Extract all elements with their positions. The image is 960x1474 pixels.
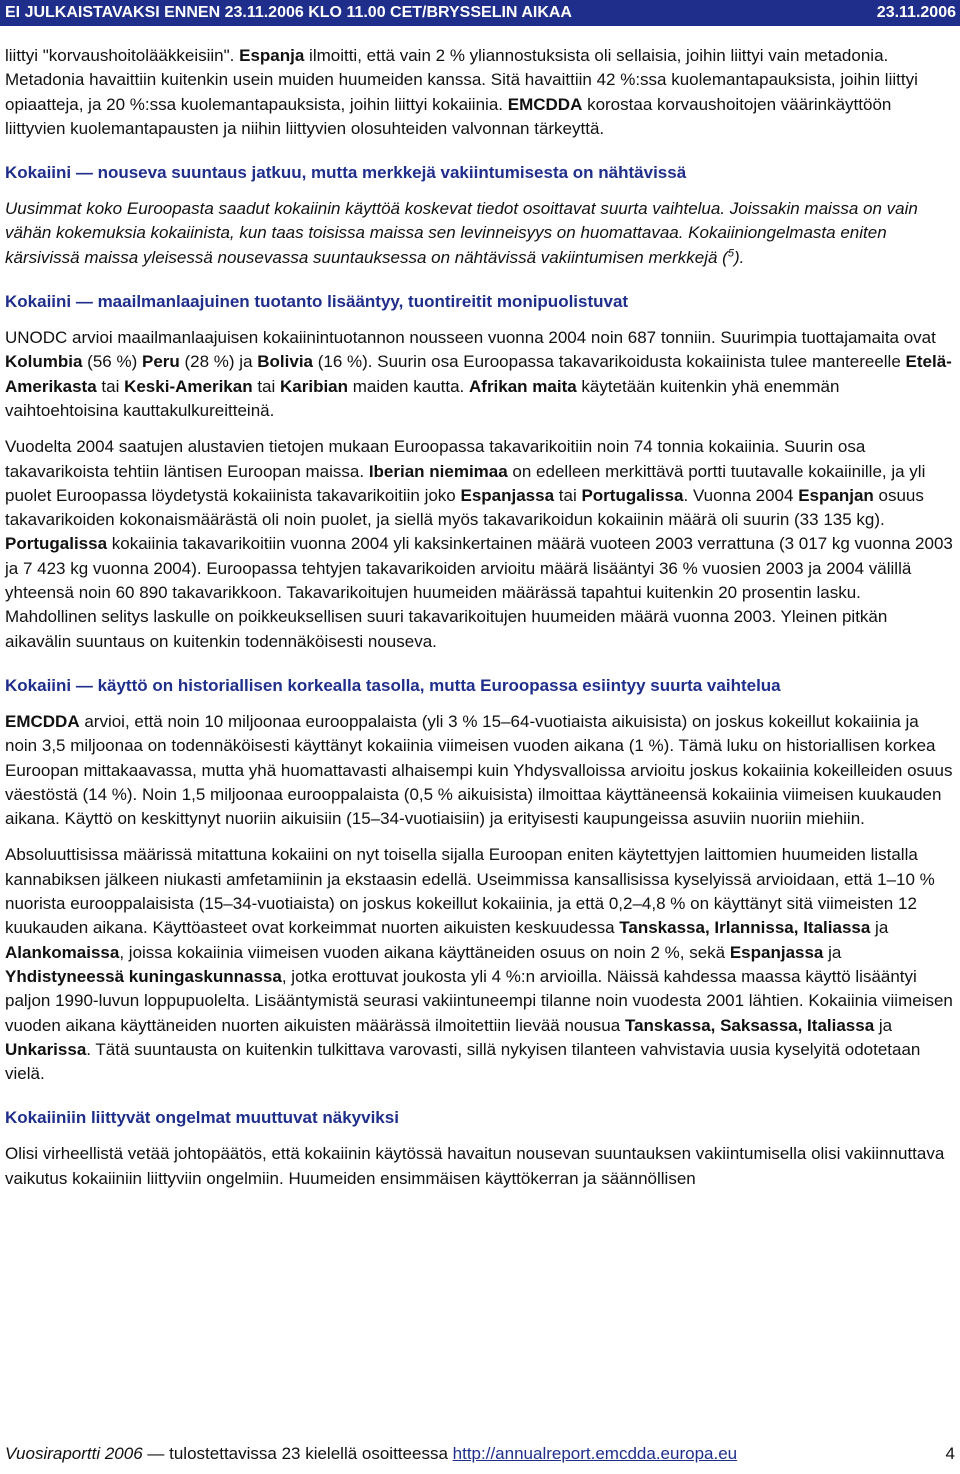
bold-term: Afrikan maita — [469, 376, 577, 396]
section-italic-summary — [5, 197, 955, 270]
intro-paragraph — [5, 44, 955, 141]
bold-term: Bolivia — [257, 352, 314, 372]
bold-term: Portugalissa — [5, 534, 108, 554]
bold-term: Alankomaissa — [5, 942, 120, 962]
problems-paragraph — [5, 1142, 955, 1191]
seizures-paragraph — [5, 435, 955, 654]
bold-term: Iberian niemimaa — [368, 461, 508, 481]
text-run: (56 %) — [82, 352, 142, 372]
text-run: korostaa korvaushoitojen väärinkäyttöön liittyvien kuolemantapausten ja niihin liittyvien olosuhteiden valvonnan tärkeyttä. — [5, 94, 892, 138]
bold-term: Tanskassa, Irlannissa, Italiassa — [619, 918, 871, 938]
footnote-marker: 5 — [727, 247, 734, 260]
bold-term: Keski-Amerikan — [124, 376, 253, 396]
page-number: 4 — [945, 1444, 955, 1463]
italic-summary-close: ). — [733, 247, 745, 267]
section-heading-production: Kokaiini — maailmanlaajuinen tuotanto lisääntyy, tuontireitit monipuolistuvat — [5, 292, 629, 312]
text-run: ilmoitti, että vain 2 % yliannostuksista oli sellaisia, joihin liittyi vain metadonia. Metadonia havaittiin kuitenkin usein muiden huumeiden kanssa. Sitä havaittiin 42 %:ssa kuolemantapauksista, joihin liittyi opiaatteja, ja 20 %:ssa kuolemantapauksista, joihin liittyi kokaiinia. — [5, 46, 918, 114]
text-run: , joissa kokaiinia viimeisen vuoden aikana käyttäneiden osuus on noin 2 %, sekä — [119, 942, 730, 962]
bold-term: Espanja — [239, 46, 305, 65]
footer-link[interactable]: http://annualreport.emcdda.europa.eu — [452, 1444, 738, 1463]
use-estimate-paragraph — [5, 710, 955, 831]
text-run: maiden kautta. — [348, 376, 469, 396]
section-heading-cocaine-trend: Kokaiini — nouseva suuntaus jatkuu, mutta merkkejä vakiintumisesta on nähtävissä — [5, 163, 687, 183]
embargo-banner — [0, 0, 960, 26]
bold-term: Peru — [141, 352, 180, 372]
text-run: (28 %) ja — [179, 352, 258, 372]
text-run: Absoluuttisissa määrissä mitattuna kokaiini on nyt toisella sijalla Euroopan eniten käytettyjen laittomien huumeiden listalla kannabiksen jälkeen niukasti amfetamiinin ja ekstaasin edellä. Useimmissa kansallisissa kyselyissä arvioidaan, että 1–10 % nuorista eurooppalaisista (15–34-vuotiaista) on joskus kokeillut kokaiinia, ja että 0,2–4,8 % on käyttänyt sitä viimeisten 12 kuukauden aikana. Käyttöasteet ovat korkeimmat nuorten aikuisten keskuudessa — [5, 845, 935, 938]
text-run: on edelleen merkittävä portti tuutavalle kokaiinille, ja yli puolet Euroopassa löydetystä kokaiinista takavarikoitiin joko — [5, 461, 926, 505]
bold-term: Espanjassa — [729, 942, 824, 962]
bold-term: Kolumbia — [5, 352, 83, 372]
text-run: tai — [252, 376, 280, 396]
text-run: UNODC arvioi maailmanlaajuisen kokaiinintuotannon nousseen vuonna 2004 noin 687 tonniin. Suurimpia tuottajamaita ovat — [5, 328, 936, 348]
italic-summary-text: Uusimmat koko Euroopasta saadut kokaiinin käyttöä koskevat tiedot osoittavat suurta vaihtelua. Joissakin maissa on vain vähän kokemuksia kokaiinista, kun taas toisissa maissa sen levinneisyys on huomattavaa. Kokaiiniongelmasta eniten kärsivissä maissa yleisessä nousevassa suuntauksessa on nähtävissä vakiintumisen merkkejä ( — [5, 199, 918, 267]
bold-term: Etelä-Amerikasta — [5, 352, 952, 396]
text-run: ja — [874, 1015, 893, 1035]
production-paragraph — [5, 326, 955, 423]
text-run: tai — [554, 485, 582, 505]
embargo-notice: EI JULKAISTAVAKSI ENNEN 23.11.2006 KLO 11.00 CET/BRYSSELIN AIKAA — [5, 4, 572, 21]
footer-report-title: Vuosiraportti 2006 — [5, 1444, 143, 1463]
text-run: arvioi, että noin 10 miljoonaa eurooppalaista (yli 3 % 15–64-vuotiaista aikuisista) on joskus kokeillut kokaiinia ja noin 3,5 miljoonaa on todennäköisesti käyttänyt kokaiinia viimeisen vuoden aikana (1 %). Tämä luku on historiallisen korkea Euroopan mittakaavassa, mutta yhä huomattavasti alhaisempi kuin Yhdysvalloissa arvioitu joskus kokaiinia kokeilleiden osuus väestöstä (14 %). Noin 1,5 miljoonaa eurooppalaista (0,5 % aikuisista) ilmoittaa käyttäneensä kokaiinia viimeisen kuukauden aikana. Käyttö on keskittynyt nuoriin aikuisiin (15–34-vuotiaisiin) ja erityisesti kaupungeissa asuviin nuoriin miehiin. — [5, 711, 953, 829]
text-run: Vuodelta 2004 saatujen alustavien tietojen mukaan Euroopassa takavarikoitiin noin 74 tonnia kokaiinia. Suurin osa takavarikoista tehtiin läntisen Euroopan maissa. — [5, 437, 866, 481]
text-run: liittyi "korvaushoitolääkkeisiin". — [5, 46, 240, 65]
text-run: ja — [823, 942, 842, 962]
use-prevalence-paragraph — [5, 843, 955, 1086]
section-heading-problems: Kokaiiniin liittyvät ongelmat muuttuvat näkyviksi — [5, 1108, 399, 1128]
bold-term: Yhdistyneessä kuningaskunnassa — [5, 966, 282, 986]
text-run: . Vuonna 2004 — [683, 485, 799, 505]
release-date: 23.11.2006 — [876, 4, 956, 21]
text-run: käytetään kuitenkin yhä enemmän vaihtoehtoisina kauttakulkureitteinä. — [5, 376, 840, 420]
bold-term: Unkarissa — [5, 1039, 87, 1059]
section-heading-use: Kokaiini — käyttö on historiallisen korkealla tasolla, mutta Euroopassa esiintyy suurta vaihtelua — [5, 675, 781, 695]
text-run: . Tätä suuntausta on kuitenkin tulkittava varovasti, sillä nykyisen tilanteen vahvistavia uusia kyselyitä odotetaan vielä. — [5, 1039, 921, 1084]
footer-text: — tulostettavissa 23 kielellä osoitteessa — [147, 1444, 448, 1463]
text-run: kokaiinia takavarikoitiin vuonna 2004 yli kaksinkertainen määrä vuoteen 2003 verrattuna (3 017 kg vuonna 2003 ja 7 423 kg vuonna 2004). Euroopassa tehtyjen takavarikoiden arvioitu määrä lisääntyi 36 % vuosien 2003 ja 2004 välillä yhteensä noin 60 890 takavarikkoon. Takavarikoitujen huumeiden määrässä tapahtui kuitenkin 20 prosentin lasku. Mahdollinen selitys laskulle on poikkeuksellisen suuri takavarikoitujen huumeiden määrä vuonna 2003. Yleinen pitkän aikavälin suuntaus on kuitenkin todennäköisesti nouseva. — [5, 534, 953, 651]
bold-term: Portugalissa — [581, 485, 684, 505]
text-run: , jotka erottuvat joukosta yli 4 %:n arvioilla. Näissä kahdessa maassa käyttö lisääntyi paljon 1990-luvun loppupuolelta. Lisääntymistä seurasi vakiintuneempi tilanne noin vuodesta 2001 lähtien. Kokaiinia viimeisen vuoden aikana käyttäneiden nuorten aikuisten määrässä ilmoitettiin lievää nousua — [5, 966, 953, 1035]
text-run: (16 %). Suurin osa Euroopassa takavarikoidusta kokaiinista tulee mantereelle — [313, 352, 906, 372]
page-footer — [5, 1441, 955, 1467]
bold-term: Karibian — [280, 376, 349, 396]
text-run: tai — [96, 376, 125, 396]
text-run: ja — [870, 918, 889, 938]
bold-term: Tanskassa, Saksassa, Italiassa — [624, 1015, 875, 1035]
text-run: Olisi virheellistä vetää johtopäätös, että kokaiinin käytössä havaitun nousevan suuntauksen vakiintumisella olisi vakiinnuttava vaikutus kokaiiniin liittyviin ongelmiin. Huumeiden ensimmäisen käyttökerran ja säännöllisen — [5, 1144, 945, 1188]
bold-term: EMCDDA — [5, 711, 80, 731]
text-run: osuus takavarikoiden kokonaismäärästä oli noin puolet, ja siellä myös takavarikoidun kokaiinin määrä oli suurin (33 135 kg). — [5, 485, 924, 530]
document-body — [5, 44, 955, 1191]
bold-term: Espanjan — [798, 485, 874, 505]
bold-term: EMCDDA — [507, 94, 583, 114]
bold-term: Espanjassa — [460, 485, 555, 505]
